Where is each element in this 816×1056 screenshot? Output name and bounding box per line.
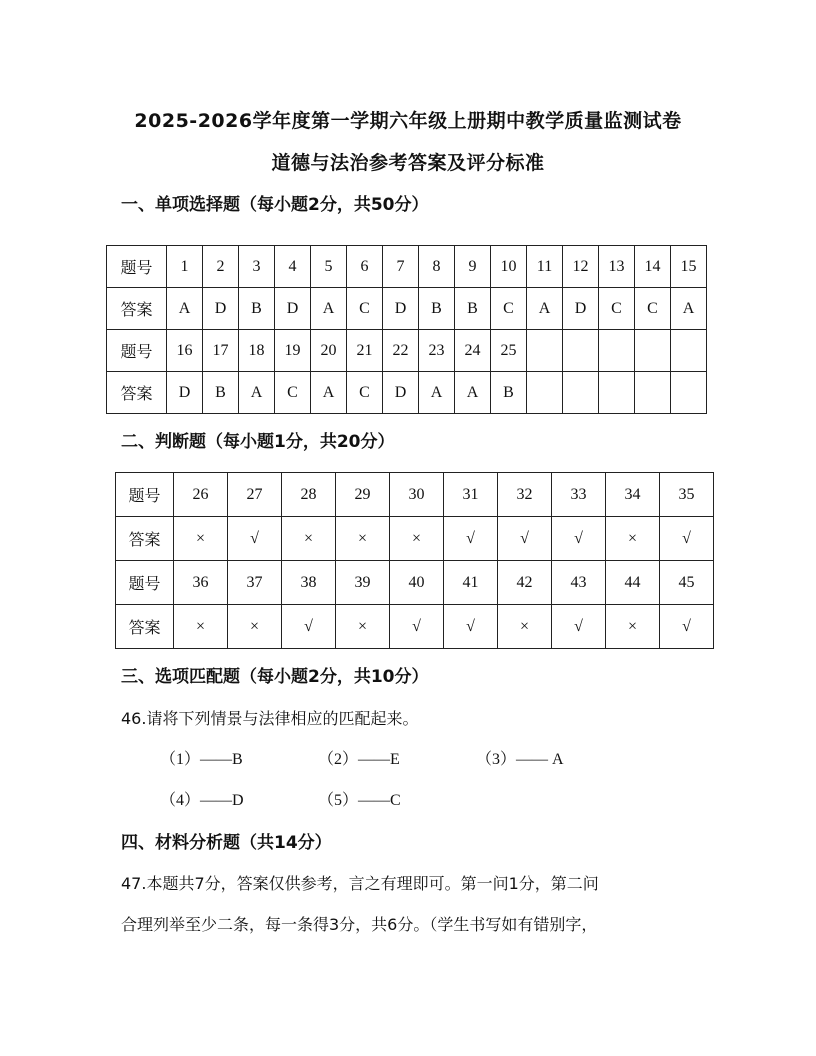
table-cell: × [606,517,660,561]
match-item-1: （1）——B [160,751,243,768]
table-row [107,330,707,372]
choice-answer-table [106,245,707,414]
table-cell: C [635,288,671,330]
judgment-answer-table [115,472,714,649]
table-cell: √ [660,605,714,649]
table-cell: B [491,372,527,414]
table-row [116,473,714,517]
table-cell: × [282,517,336,561]
table-cell: 45 [660,561,714,605]
table-cell: √ [552,605,606,649]
table-cell: × [606,605,660,649]
table-cell: 7 [383,246,419,288]
table-cell: 6 [347,246,383,288]
table-cell [527,372,563,414]
table-cell: B [419,288,455,330]
table-cell: 18 [239,330,275,372]
table-cell: √ [660,517,714,561]
table-cell: D [383,288,419,330]
table-cell: A [239,372,275,414]
table-cell: √ [390,605,444,649]
q47-line-1: 47.本题共7分，答案仅供参考，言之有理即可。第一问1分，第二问 [121,874,599,893]
table-cell: A [455,372,491,414]
table-cell: D [383,372,419,414]
table-cell: D [275,288,311,330]
table-cell: 40 [390,561,444,605]
table-cell: B [239,288,275,330]
table-cell: D [563,288,599,330]
table-cell: D [167,372,203,414]
table-cell: √ [552,517,606,561]
table-cell: × [498,605,552,649]
table-cell: C [347,288,383,330]
match-item-3: （3）—— A [476,751,564,768]
table-cell: D [203,288,239,330]
table-row [116,561,714,605]
table-cell: 39 [336,561,390,605]
table-cell: × [336,605,390,649]
table-cell: √ [228,517,282,561]
table-cell: 20 [311,330,347,372]
table-cell: A [167,288,203,330]
table-cell: × [228,605,282,649]
table-cell: C [599,288,635,330]
row-header-cell: 题号 [116,473,174,517]
table-cell: 37 [228,561,282,605]
table-cell: 30 [390,473,444,517]
table-row [116,517,714,561]
table-cell: 1 [167,246,203,288]
q46-prompt: 46.请将下列情景与法律相应的匹配起来。 [121,709,419,728]
table-cell: 29 [336,473,390,517]
match-item-5: （5）——C [318,792,401,809]
table-cell [563,372,599,414]
table-cell: 22 [383,330,419,372]
row-header-cell: 题号 [107,330,167,372]
table-cell: 11 [527,246,563,288]
table-cell: 42 [498,561,552,605]
table-cell: × [336,517,390,561]
table-cell: 13 [599,246,635,288]
section4-heading: 四、材料分析题（共14分） [121,833,332,853]
table-cell [599,330,635,372]
doc-title: 2025-2026学年度第一学期六年级上册期中教学质量监测试卷 [134,110,682,132]
table-cell: × [390,517,444,561]
table-row [107,288,707,330]
table-cell [563,330,599,372]
table-cell [635,372,671,414]
match-item-2: （2）——E [318,751,400,768]
table-cell: 14 [635,246,671,288]
table-cell: B [455,288,491,330]
table-cell: 25 [491,330,527,372]
table-cell: 26 [174,473,228,517]
table-cell: A [671,288,707,330]
table-cell: 43 [552,561,606,605]
table-cell: A [419,372,455,414]
table-row [116,605,714,649]
table-cell: √ [444,605,498,649]
table-cell: 19 [275,330,311,372]
row-header-cell: 答案 [116,517,174,561]
table-cell: C [275,372,311,414]
table-cell [671,372,707,414]
table-cell: 12 [563,246,599,288]
table-cell: 5 [311,246,347,288]
table-cell: A [527,288,563,330]
table-cell: √ [444,517,498,561]
table-cell: A [311,288,347,330]
table-cell: 17 [203,330,239,372]
table-cell [635,330,671,372]
table-cell: C [491,288,527,330]
row-header-cell: 答案 [116,605,174,649]
table-cell: A [311,372,347,414]
table-cell: 28 [282,473,336,517]
table-cell [671,330,707,372]
table-cell: 21 [347,330,383,372]
section1-heading: 一、单项选择题（每小题2分，共50分） [121,195,429,215]
table-cell: 15 [671,246,707,288]
table-cell: √ [498,517,552,561]
table-cell: 16 [167,330,203,372]
row-header-cell: 题号 [107,246,167,288]
table-cell: 10 [491,246,527,288]
table-cell: 2 [203,246,239,288]
table-cell: 24 [455,330,491,372]
q47-line-2: 合理列举至少二条，每一条得3分，共6分。（学生书写如有错别字， [121,915,598,934]
table-cell: √ [282,605,336,649]
table-cell: 4 [275,246,311,288]
table-cell: C [347,372,383,414]
table-cell: 9 [455,246,491,288]
table-cell: 31 [444,473,498,517]
table-cell: 3 [239,246,275,288]
row-header-cell: 题号 [116,561,174,605]
table-cell: 8 [419,246,455,288]
table-cell: 23 [419,330,455,372]
table-row [107,246,707,288]
table-cell: B [203,372,239,414]
doc-subtitle: 道德与法治参考答案及评分标准 [271,152,545,174]
table-cell: 36 [174,561,228,605]
table-cell: 33 [552,473,606,517]
table-cell: 38 [282,561,336,605]
table-cell: 41 [444,561,498,605]
table-cell: × [174,605,228,649]
row-header-cell: 答案 [107,372,167,414]
section2-heading: 二、判断题（每小题1分，共20分） [121,432,395,452]
match-item-4: （4）——D [160,792,244,809]
table-cell: × [174,517,228,561]
table-row [107,372,707,414]
table-cell: 32 [498,473,552,517]
table-cell: 35 [660,473,714,517]
table-cell: 27 [228,473,282,517]
table-cell [599,372,635,414]
section3-heading: 三、选项匹配题（每小题2分，共10分） [121,667,429,687]
table-cell: 34 [606,473,660,517]
table-cell [527,330,563,372]
table-cell: 44 [606,561,660,605]
row-header-cell: 答案 [107,288,167,330]
